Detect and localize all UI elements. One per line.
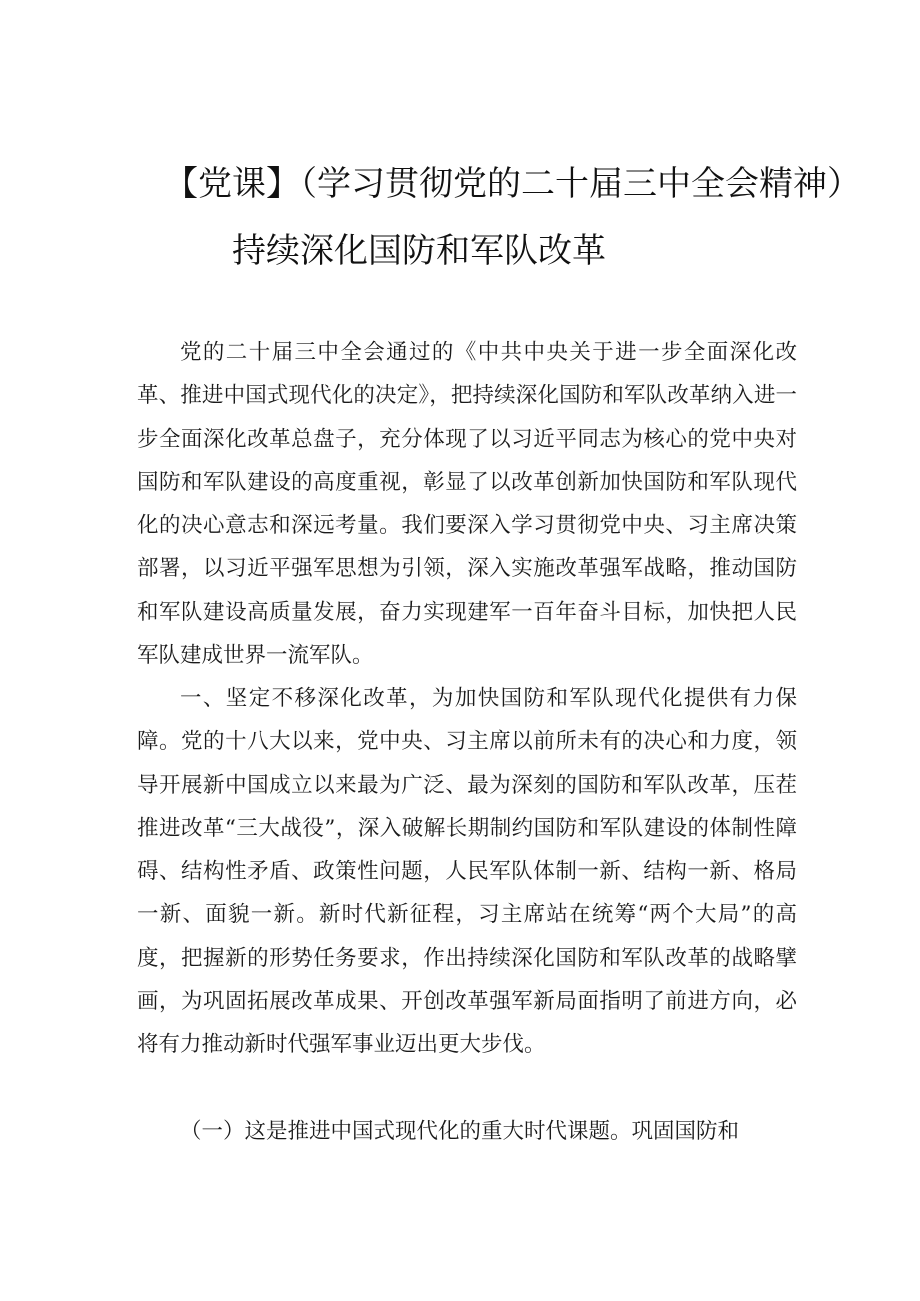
document-title-line-2: 持续深化国防和军队改革 — [232, 231, 606, 271]
paragraph-text: 党的二十届三中全会通过的《中共中央关于进一步全面深化改革、推进中国式现代化的决定》，把持续深化国防和军队改革纳入进一步全面深化改革总盘子，充分体现了以习近平同志为核心的党中央对国防和军队建设的高度重视，彰显了以改革创新加快国防和军队现代化的决心意志和深远考量。我们要深入学习贯彻党中央、习主席决策部署，以习近平强军思想为引领，深入实施改革强军战略，推动国防和军队建设高质量发展，奋力实现建军一百年奋斗目标，加快把人民军队建成世界一流军队。 — [137, 340, 797, 669]
document-title-line-1: 【党课】（学习贯彻党的二十届三中全会精神） — [164, 164, 861, 204]
body-paragraph-2 — [137, 677, 797, 1067]
paragraph-text: （一）这是推进中国式现代化的重大时代课题。巩固国防和 — [180, 1119, 740, 1144]
body-paragraph-3 — [137, 1110, 797, 1153]
body-paragraph-1 — [137, 331, 797, 677]
paragraph-text: 一、坚定不移深化改革，为加快国防和军队现代化提供有力保障。党的十八大以来，党中央、习主席以前所未有的决心和力度，领导开展新中国成立以来最为广泛、最为深刻的国防和军队改革，压茬推进改革“三大战役”，深入破解长期制约国防和军队建设的体制性障碍、结构性矛盾、政策性问题，人民军队体制一新、结构一新、格局一新、面貌一新。新时代新征程，习主席站在统筹“两个大局”的高度，把握新的形势任务要求，作出持续深化国防和军队改革的战略擘画，为巩固拓展改革成果、开创改革强军新局面指明了前进方向，必将有力推动新时代强军事业迈出更大步伐。 — [137, 686, 797, 1058]
